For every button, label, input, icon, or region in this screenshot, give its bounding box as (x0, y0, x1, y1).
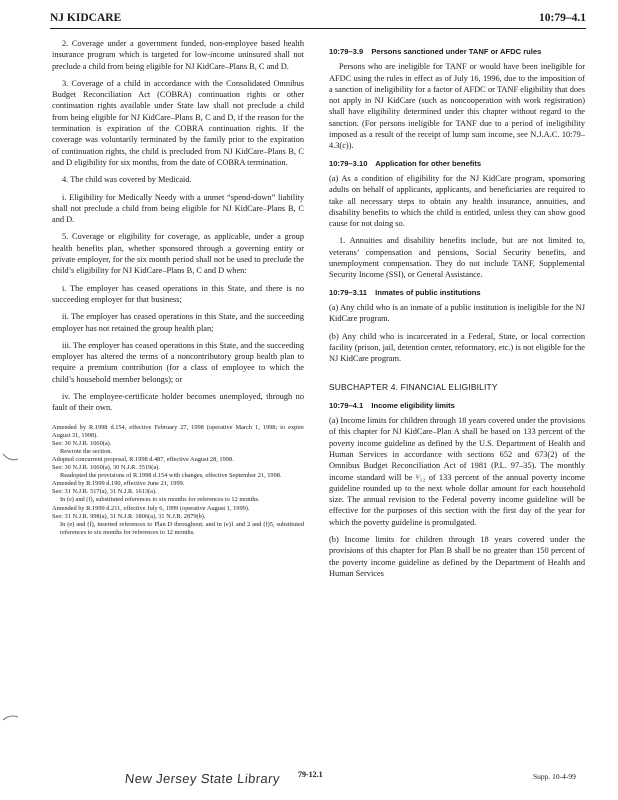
page-footer (0, 768, 618, 792)
note: See: 30 N.J.R. 1060(a), 30 N.J.R. 3519(a). (52, 464, 160, 472)
supplement-date: Supp. 10-4-99 (533, 772, 576, 781)
section-heading (329, 46, 585, 57)
paragraph: (a) Any child who is an inmate of a public institution is ineligible for the NJ KidCare program. (329, 302, 585, 324)
history-notes (52, 424, 304, 537)
note: See: 31 N.J.R. 998(a), 31 N.J.R. 1806(a), 31 N.J.R. 2879(b). (52, 512, 206, 520)
note: See: 30 N.J.R. 1060(a). (52, 439, 112, 447)
paragraph: i. The employer has ceased operations in this State, and there is no succeeding employer for that business; (52, 283, 304, 304)
section-title: Application for other benefits (375, 158, 482, 168)
paragraph: iv. The employee-certificate holder becomes unemployed, through no fault of their own. (52, 392, 304, 413)
right-column (329, 40, 585, 585)
paragraph: 2. Coverage under a government funded, non-employee based health insurance program which is targeted for low-income uninsured shall not preclude a child from being eligible for NJ KidCare–Plans B, C and D. (52, 39, 304, 71)
section-heading (329, 287, 585, 298)
note: Readopted the provisions of R.1998 d.154 with changes, effective September 21, 1998. (60, 472, 282, 480)
margin-tick-mark (2, 452, 20, 464)
section-title: Persons sanctioned under TANF or AFDC rules (371, 47, 542, 56)
section-number: 10:79–3.11 (329, 287, 368, 297)
note: Amended by R.1999 d.211, effective July 6, 1999 (operative August 1, 1999). (52, 504, 250, 512)
note: Amended by R.1999 d.190, effective June 21, 1999. (52, 480, 185, 488)
paragraph: 4. The child was covered by Medicaid. (62, 175, 192, 185)
page-number: 79-12.1 (298, 770, 323, 779)
paragraph: 1. Annuities and disability benefits include, but are not limited to, veterans’ compensation and pensions, Social Security benefits, and unemployment compensation. They do not include TANF, Supplemental Security Income (SSI), or General Assistance. (329, 236, 585, 280)
section-title: Income eligibility limits (371, 400, 455, 410)
paragraph: ii. The employer has ceased operations in this State, and the succeeding employer has not retained the group health plan; (52, 312, 304, 333)
paragraph: Persons who are ineligible for TANF or would have been ineligible for AFDC using the rules in effect as of July 16, 1996, due to the imposition of a sanction of ineligibility for a factor of AFDC or TANF eligibility that does not apply in NJ KidCare (such as noncooperation with work registration) shall have eligibility determined under this chapter without regard to the sanction. (For persons ineligible for TANF due to a period of ineligibility imposed as a result of the receipt of lump sum income, see N.J.A.C. 10:79–4.3(c)). (329, 62, 585, 151)
section-number: 10:79–3.10 (329, 158, 368, 168)
paragraph: 5. Coverage or eligibility for coverage, as applicable, under a group health benefits plan, whether sponsored through a governing entity or private employer, for the six month period shall not be used to preclude the child’s eligibility for NJ KidCare–Plans B, C and D when: (52, 232, 304, 276)
left-column (52, 38, 304, 537)
paragraph: (a) Income limits for children through 18 years covered under the provisions of this chapter for NJ KidCare–Plan A shall be based on 133 percent of the poverty income guideline as defined by the U.S. Department of Health and Human Services in accordance with sections 652 and 673(2) of the Omnibus Budget Reconciliation Act of 1981 (P.L. 97–35). The monthly income standard will be ¹⁄₁₂ of 133 percent of the annual poverty income guideline rounded up to the next whole dollar amount for each household size. The annual revision to the Federal poverty income guideline will be effective for the purposes of this section with the first day of the year for which the poverty guideline is promulgated. (329, 416, 585, 527)
chapter-title: NJ KIDCARE (50, 12, 122, 24)
paragraph: (a) As a condition of eligibility for the NJ KidCare program, sponsoring adults on behalf of applicants, applicants, and beneficiaries are required to take all necessary steps to obtain any health insurance, annuities, and disability benefits to which the child is entitled, unless they can show good cause for not doing so. (329, 173, 585, 229)
paragraph: 3. Coverage of a child in accordance with the Consolidated Omnibus Budget Reconciliation Act (COBRA) continuation rights or other continuation rights available under State law shall not preclude a child from being eligible for NJ KidCare–Plans B, C and D, if the reason for the termination is expiration of the COBRA continuation rights. If the coverage was voluntarily terminated by the family prior to the expiration of continuation rights, the child is precluded from NJ KidCare–Plans B, C and D eligibility for six months, from the date of COBRA termination. (52, 78, 304, 167)
section-number: 10:79–4.1 (329, 400, 364, 410)
paragraph: (b) Income limits for children through 18 years covered under the provisions of this chapter for Plan B shall be no greater than 150 percent of the poverty income guideline as defined by the Department of Health and Human Services (329, 534, 585, 578)
section-number: 10:79–3.9 (329, 47, 364, 56)
note: In (e) and (f), inserted references to Plan D throughout; and in (e)1 and 2 and (f)5, substituted references to six months for references to 12 months. (60, 520, 304, 536)
subchapter-heading: SUBCHAPTER 4. FINANCIAL ELIGIBILITY (329, 382, 498, 393)
note: In (e) and (f), substituted references to six months for references to 12 months. (60, 496, 260, 504)
paragraph: iii. The employer has ceased operations in this State, and the succeeding employer has altered the terms of a noncontributory group health plan to require a premium contribution (for a class of employee to which the child’s household member belongs); or (52, 340, 304, 384)
section-heading (329, 158, 585, 169)
margin-tick-mark (2, 712, 20, 724)
section-range: 10:79–4.1 (539, 12, 586, 24)
running-header (50, 10, 586, 29)
note: See: 31 N.J.R. 517(a), 31 N.J.R. 1613(a). (52, 488, 157, 496)
section-heading (329, 400, 585, 411)
library-stamp: New Jersey State Library (124, 771, 281, 786)
note: Amended by R.1998 d.154, effective February 27, 1998 (operative March 1, 1998; to expire August 31, 1998). (52, 423, 304, 439)
paragraph: i. Eligibility for Medically Needy with a unmet “spend-down” liability shall not preclude a child from being eligible for NJ KidCare–Plans B, C and D. (52, 192, 304, 225)
note: Rewrote the section. (60, 447, 112, 455)
section-title: Inmates of public institutions (375, 287, 481, 297)
paragraph: (b) Any child who is incarcerated in a Federal, State, or local correction facility (prison, jail, detention center, reformatory, etc.) is not eligible for the NJ KidCare program. (329, 331, 585, 364)
note: Adopted concurrent proposal, R.1998 d.487, effective August 28, 1998. (52, 455, 234, 463)
